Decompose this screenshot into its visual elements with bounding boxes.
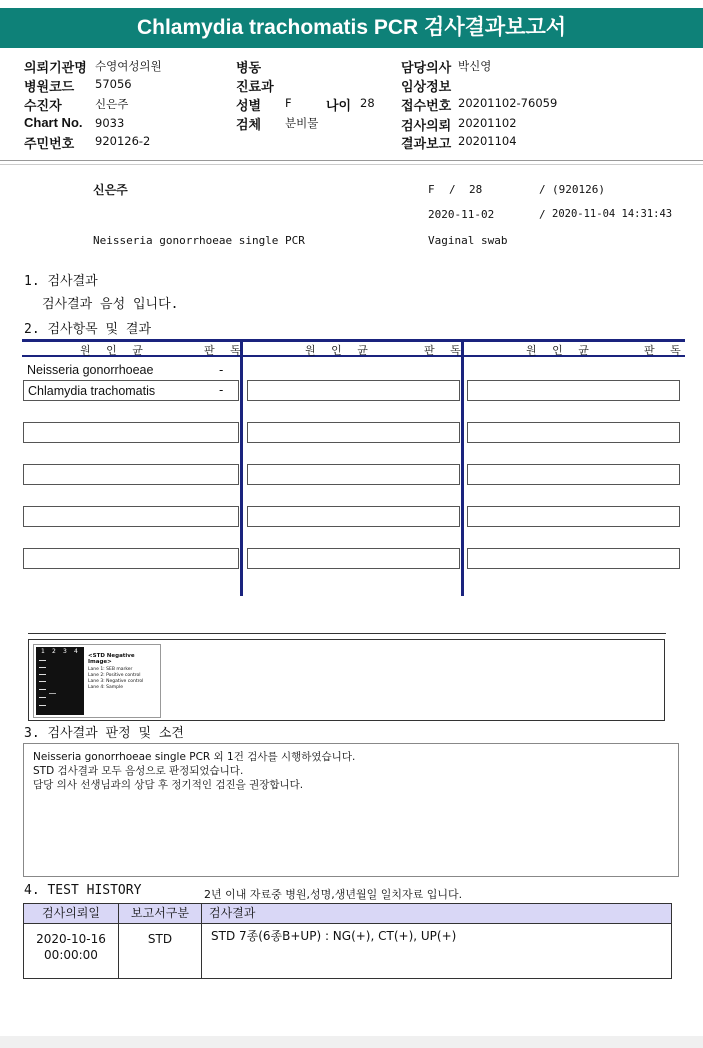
section-2-title: 2. 검사항목 및 결과 xyxy=(24,322,152,337)
result-cell xyxy=(23,548,239,569)
header-value-resident-no: 920126-2 xyxy=(95,134,151,148)
opinion-line: Neisseria gonorrhoeae single PCR 외 1건 검사를 시행하였습니다. xyxy=(33,751,356,763)
section-1-title: 1. 검사결과 xyxy=(24,274,98,289)
result-cell xyxy=(247,464,460,485)
summary-test-name: Neisseria gonorrhoeae single PCR xyxy=(93,234,305,247)
gel-panel xyxy=(28,639,665,721)
summary-request-date: 2020-11-02 xyxy=(428,208,495,221)
header-label-report-date: 결과보고 xyxy=(401,136,452,151)
header-value-report-date: 20201104 xyxy=(458,134,517,148)
gel-lane-number: 4 xyxy=(74,648,78,655)
header-value-request-date: 20201102 xyxy=(458,116,517,130)
gel-legend-item: Lane 3: Negative control xyxy=(88,679,144,684)
gel-band xyxy=(39,674,46,675)
col-header-judgement-2: 판 독 xyxy=(424,344,467,357)
history-result: STD 7종(6종B+UP) : NG(+), CT(+), UP(+) xyxy=(201,923,672,979)
page-bottom-strip xyxy=(0,1036,703,1048)
header-label-physician: 담당의사 xyxy=(401,60,452,75)
summary-age: 28 xyxy=(469,183,483,196)
gel-lane-number: 1 xyxy=(41,648,45,655)
section-1-result: 검사결과 음성 입니다. xyxy=(42,297,179,312)
col-header-judgement-3: 판 독 xyxy=(644,344,687,357)
gel-lane-number: 2 xyxy=(52,648,56,655)
opinion-box xyxy=(23,743,679,877)
header-value-specimen: 분비물 xyxy=(285,116,319,130)
header-value-physician: 박신영 xyxy=(458,59,492,73)
col-header-organism-3: 원 인 균 xyxy=(526,344,595,357)
results-table-divider-2 xyxy=(461,339,464,596)
history-date: 2020-10-16 xyxy=(36,932,106,946)
result-row-value: - xyxy=(219,383,224,397)
summary-slash-3: / xyxy=(539,208,546,221)
report-title: Chlamydia trachomatis PCR 검사결과보고서 xyxy=(0,8,703,48)
result-cell xyxy=(247,380,460,401)
header-label-receipt-no: 접수번호 xyxy=(401,98,452,113)
summary-sex: F xyxy=(428,183,435,196)
gel-legend-item: Lane 2: Positive control xyxy=(88,673,141,678)
result-cell xyxy=(23,464,239,485)
col-header-judgement-1: 판 독 xyxy=(204,344,247,357)
gel-band xyxy=(39,697,46,698)
header-label-specimen: 검체 xyxy=(236,117,262,132)
col-header-organism-1: 원 인 균 xyxy=(80,344,149,357)
history-header-result: 검사결과 xyxy=(201,903,672,924)
header-label-resident-no: 주민번호 xyxy=(24,136,75,151)
result-cell xyxy=(467,548,680,569)
history-time: 00:00:00 xyxy=(44,948,98,962)
opinion-text xyxy=(33,750,355,792)
opinion-line: 담당 의사 선생님과의 상담 후 정기적인 검진을 권장합니다. xyxy=(33,779,304,791)
summary-name: 신은주 xyxy=(93,183,128,197)
header-label-age: 나이 xyxy=(326,98,352,113)
summary-report-datetime: 2020-11-04 14:31:43 xyxy=(552,208,673,220)
result-row-organism: Neisseria gonorrhoeae xyxy=(27,363,154,377)
gel-band xyxy=(49,693,56,694)
header-value-age: 28 xyxy=(360,96,375,110)
history-header-type: 보고서구분 xyxy=(118,903,202,924)
header-label-sex: 성별 xyxy=(236,98,262,113)
header-divider-bottom xyxy=(0,164,703,165)
section-3-title: 3. 검사결과 판정 및 소견 xyxy=(24,726,184,741)
gel-legend-item: Lane 1: SEB marker xyxy=(88,667,133,672)
header-label-request-date: 검사의뢰 xyxy=(401,118,452,133)
header-label-patient: 수진자 xyxy=(24,98,62,113)
gel-image xyxy=(36,647,84,715)
summary-slash-1: / xyxy=(449,183,456,196)
header-label-chart-no: Chart No. xyxy=(24,115,83,130)
summary-specimen: Vaginal swab xyxy=(428,234,508,247)
history-type: STD xyxy=(118,923,202,979)
summary-slash-2: / xyxy=(539,183,546,196)
history-header-date: 검사의뢰일 xyxy=(23,903,119,924)
gel-band xyxy=(39,660,46,661)
result-cell xyxy=(247,548,460,569)
header-value-receipt-no: 20201102-76059 xyxy=(458,96,558,110)
result-cell xyxy=(467,506,680,527)
result-cell xyxy=(23,380,239,401)
gel-band xyxy=(39,689,46,690)
header-label-institution: 의뢰기관명 xyxy=(24,60,87,75)
gel-legend-item: Lane 4: Sample xyxy=(88,685,123,690)
header-value-hospital-code: 57056 xyxy=(95,77,132,91)
results-table-divider-1 xyxy=(240,339,243,596)
result-row-value: - xyxy=(219,363,224,377)
header-value-chart-no: 9033 xyxy=(95,116,125,130)
result-row-organism: Chlamydia trachomatis xyxy=(28,384,156,398)
section-4-note: 2년 이내 자료중 병원,성명,생년월일 일치자료 입니다. xyxy=(204,888,463,901)
gel-band xyxy=(39,667,46,668)
result-cell xyxy=(467,422,680,443)
result-cell xyxy=(467,380,680,401)
header-value-patient: 신은주 xyxy=(95,97,129,111)
result-cell xyxy=(23,506,239,527)
col-header-organism-2: 원 인 균 xyxy=(305,344,374,357)
result-cell xyxy=(467,464,680,485)
gel-image-frame xyxy=(33,644,161,718)
gel-band xyxy=(39,705,46,706)
gel-lane-number: 3 xyxy=(63,648,67,655)
history-cell-date xyxy=(23,923,119,979)
gel-caption-title: <STD Negative Image> xyxy=(88,653,135,665)
result-cell xyxy=(247,422,460,443)
header-label-hospital-code: 병원코드 xyxy=(24,79,75,94)
result-cell xyxy=(23,422,239,443)
opinion-line: STD 검사결과 모두 음성으로 판정되었습니다. xyxy=(33,765,244,777)
gel-panel-top-rule xyxy=(28,633,666,634)
gel-band xyxy=(39,681,46,682)
section-4-title: 4. TEST HISTORY xyxy=(24,883,142,898)
result-cell xyxy=(247,506,460,527)
summary-birth: (920126) xyxy=(552,183,605,196)
header-label-ward: 병동 xyxy=(236,60,262,75)
header-value-institution: 수영여성의원 xyxy=(95,59,162,73)
header-label-clinical-info: 임상정보 xyxy=(401,79,452,94)
header-divider-top xyxy=(0,160,703,161)
header-value-sex: F xyxy=(285,96,292,110)
header-label-department: 진료과 xyxy=(236,79,274,94)
